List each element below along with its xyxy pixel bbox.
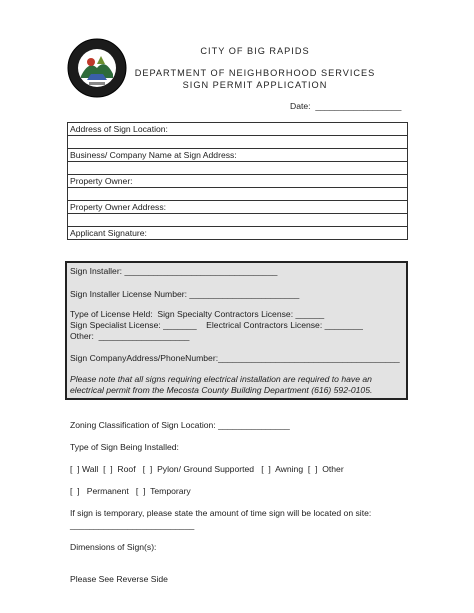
date-field[interactable]: Date: __________________ xyxy=(290,101,402,111)
sign-installer-box xyxy=(65,261,408,400)
city-seal-logo xyxy=(67,38,127,98)
company-address-phone-field[interactable]: Sign CompanyAddress/PhoneNumber:______________________________________ xyxy=(70,353,400,363)
property-owner-field[interactable]: Property Owner: xyxy=(68,175,407,188)
duration-checkboxes[interactable]: [ ] Permanent [ ] Temporary xyxy=(70,486,191,496)
other-license-field[interactable]: Other: ___________________ xyxy=(70,331,190,341)
license-type-field[interactable]: Type of License Held: Sign Specialty Contractors License: ______ xyxy=(70,309,325,319)
installer-license-number-field[interactable]: Sign Installer License Number: _______________________ xyxy=(70,289,300,299)
specialist-license-field[interactable]: Sign Specialist License: _______ Electrical Contractors License: ________ xyxy=(70,320,363,330)
applicant-signature-field[interactable]: Applicant Signature: xyxy=(70,228,147,238)
form-title: SIGN PERMIT APPLICATION xyxy=(182,80,328,90)
business-name-field[interactable]: Business/ Company Name at Sign Address: xyxy=(68,149,407,162)
sign-installer-field[interactable]: Sign Installer: ________________________________ xyxy=(70,266,278,276)
sign-dimensions-field[interactable]: Dimensions of Sign(s): xyxy=(70,542,157,552)
electrical-permit-note-line1: Please note that all signs requiring electrical installation are required to have an xyxy=(70,374,372,384)
business-blank-row[interactable] xyxy=(68,162,407,175)
temporary-duration-question: If sign is temporary, please state the amount of time sign will be located on site: xyxy=(70,508,372,518)
owner-address-field[interactable]: Property Owner Address: xyxy=(68,201,407,214)
address-blank-row[interactable] xyxy=(68,136,407,149)
city-name: CITY OF BIG RAPIDS xyxy=(200,46,310,56)
owner-blank-row[interactable] xyxy=(68,188,407,201)
electrical-permit-note-line2: electrical permit from the Mecosta County Building Department (616) 592-0105. xyxy=(70,385,373,395)
applicant-info-table xyxy=(67,122,408,240)
address-field[interactable]: Address of Sign Location: xyxy=(68,123,407,136)
owner-address-blank-row[interactable] xyxy=(68,214,407,227)
zoning-classification-field[interactable]: Zoning Classification of Sign Location: _______________ xyxy=(70,420,290,430)
department-name: DEPARTMENT OF NEIGHBORHOOD SERVICES xyxy=(134,68,376,78)
sign-type-heading: Type of Sign Being Installed: xyxy=(70,442,179,452)
reverse-side-note: Please See Reverse Side xyxy=(70,574,168,584)
sign-type-checkboxes[interactable]: [ ] Wall [ ] Roof [ ] Pylon/ Ground Supported [ ] Awning [ ] Other xyxy=(70,464,344,474)
temporary-duration-blank[interactable]: __________________________ xyxy=(70,520,195,530)
